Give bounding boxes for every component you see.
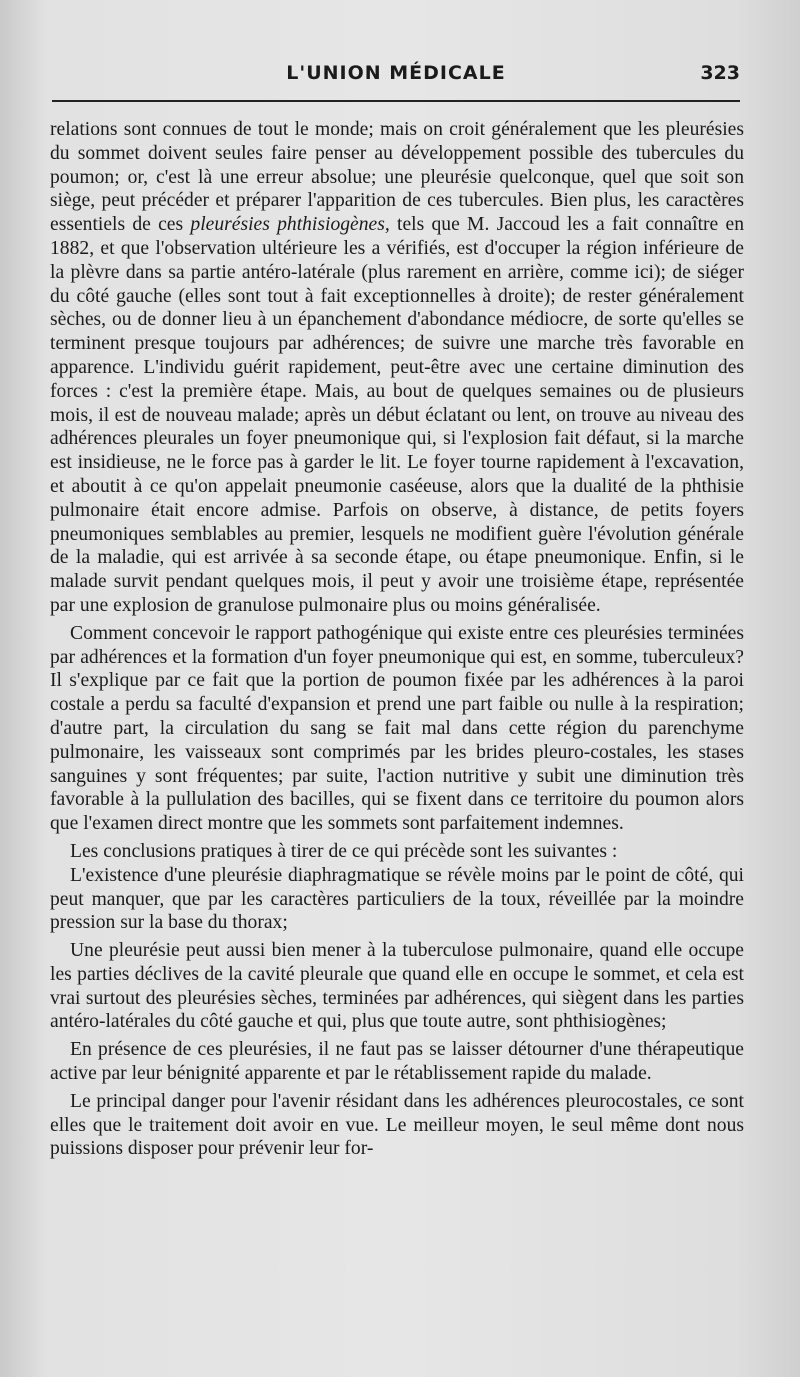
paragraph-7: Le principal danger pour l'avenir résidant dans les adhérences pleurocostales, ce sont elles que le traitement doit avoir en vue. Le meilleur moyen, le seul même dont nous puissions disposer pour prévenir leur for- xyxy=(50,1090,744,1160)
paragraph-1 xyxy=(50,118,744,618)
paragraph-1-text-a: relations sont connues de tout le monde; mais on croit généralement que les pleurésies du sommet doivent seules faire penser au développement possible des tubercules du poumon; or, c'est là une erreur absolue; une pleurésie quelconque, quel que soit son siège, peut précéder et préparer l'apparition de ces tubercules. Bien plus, les caractères essentiels de ces xyxy=(50,119,744,236)
article-body xyxy=(50,118,744,1161)
paragraph-6: En présence de ces pleurésies, il ne faut pas se laisser détourner d'une thérapeutique active par leur bénignité apparente et par le rétablissement rapide du malade. xyxy=(50,1039,744,1085)
paragraph-5: Une pleurésie peut aussi bien mener à la tuberculose pulmonaire, quand elle occupe les parties déclives de la cavité pleurale que quand elle en occupe le sommet, et cela est vrai surtout des pleurésies sèches, terminées par adhérences, qui siègent dans les parties antéro-latérales du côté gauche et qui, plus que toute autre, sont phthisiogènes; xyxy=(50,940,744,1033)
page-number: 323 xyxy=(700,62,740,84)
paragraph-2: Comment concevoir le rapport pathogénique qui existe entre ces pleurésies terminées par adhérences et la formation d'un foyer pneumonique qui est, en somme, tuberculeux? Il s'explique par ce fait que la portion de poumon fixée par les adhérences à la paroi costale a perdu sa faculté d'expansion et prend une part faible ou nulle à la respiration; d'autre part, la circulation du sang se fait mal dans cette région du parenchyme pulmonaire, les vaisseaux sont comprimés par les brides pleuro-costales, les stases sanguines y sont fréquentes; par suite, l'action nutritive y subit une diminution très favorable à la pullulation des bacilles, qui se fixent dans ce territoire du poumon alors que l'examen direct montre que les sommets sont parfaitement indemnes. xyxy=(50,622,744,835)
paragraph-3: Les conclusions pratiques à tirer de ce qui précède sont les suivantes : xyxy=(70,840,618,862)
paragraph-4: L'existence d'une pleurésie diaphragmatique se révèle moins par le point de côté, qui peut manquer, que par les caractères particuliers de la toux, réveillée par la moindre pression sur la base du thorax; xyxy=(50,864,744,934)
header-rule xyxy=(52,100,740,102)
paragraph-1-text-b: tels que M. Jaccoud les a fait connaître en 1882, et que l'observation ultérieure les a vérifiés, est d'occuper la région inférieure de la plèvre dans sa partie antéro-latérale (plus rarement en arrière, comme ici); de siéger du côté gauche (elles sont tout à fait exceptionnelles à droite); de rester généralement sèches, ou de donner lieu à un épanchement d'abondance médiocre, de sorte qu'elles se terminent presque toujours par adhérences; de suivre une marche très favorable en apparence. L'individu guérit rapidement, peut-être avec une certaine diminution des forces : c'est la première étape. Mais, au bout de quelques semaines ou de plusieurs mois, il est de nouveau malade; après un début éclatant ou lent, on trouve au niveau des adhérences pleurales un foyer pneumonique qui, si l'explosion fait défaut, si la marche est insidieuse, ne le force pas à garder le lit. Le foyer tourne rapidement à l'excavation, et aboutit à ce qu'on appelait pneumonie caséeuse, alors que la dualité de la phthisie pulmonaire était encore admise. Parfois on observe, à distance, de petits foyers pneumoniques semblables au premier, lesquels ne modifient guère l'évolution générale de la maladie, qui est arrivée à sa seconde étape, ou étape pneumonique. Enfin, si le malade survit pendant quelques mois, il peut y avoir une troisième étape, représentée par une explosion de granulose pulmonaire plus ou moins généralisée. xyxy=(50,214,744,616)
running-title: L'UNION MÉDICALE xyxy=(286,62,506,84)
page-header xyxy=(52,62,740,96)
paragraph-1-italic: pleurésies phthisiogènes, xyxy=(190,214,390,236)
